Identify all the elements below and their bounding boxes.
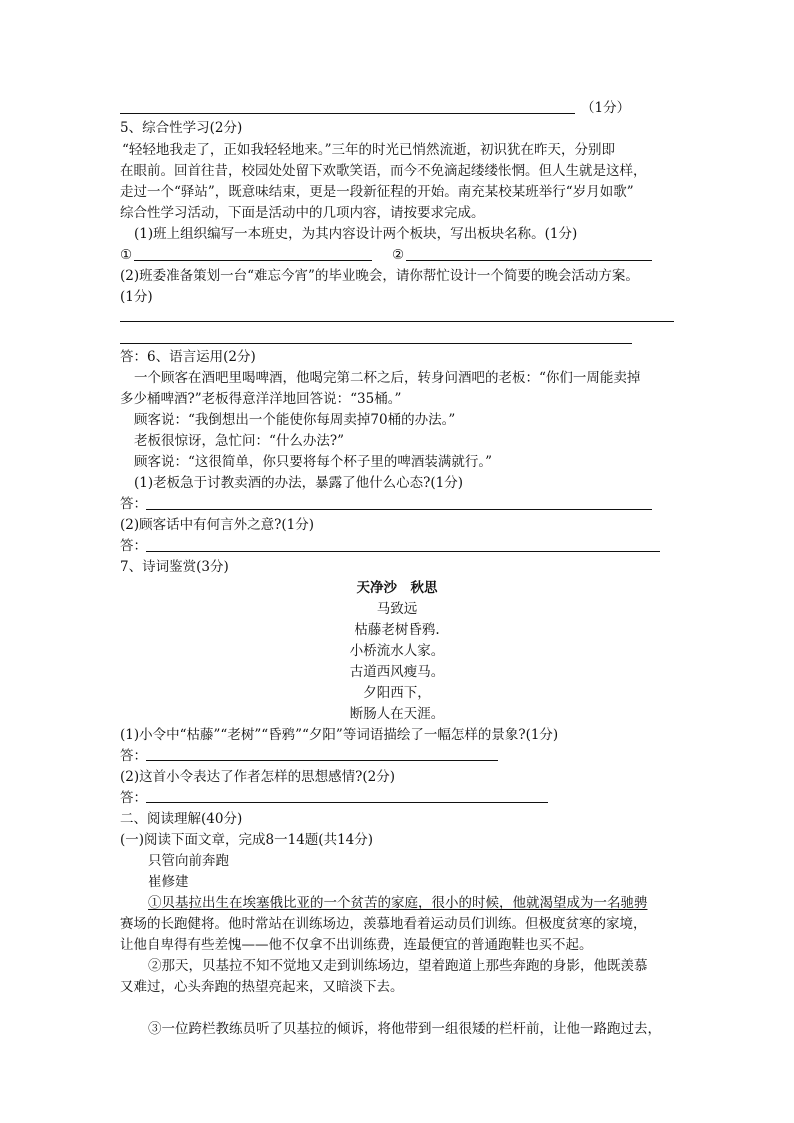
q6-sub2: (2)顾客话中有何言外之意?(1分) (120, 517, 314, 533)
answer-line[interactable] (146, 802, 548, 803)
q5-para-line: 综合性学习活动，下面是活动中的几项内容，请按要求完成。 (120, 205, 485, 221)
answer-line[interactable] (146, 509, 652, 510)
q5-para-line: “轻轻地我走了，正如我轻轻地来。”三年的时光已悄然流逝，初识犹在昨天，分别即 (122, 142, 616, 158)
q6-sub1: (1)老板急于讨教卖酒的办法，暴露了他什么心态?(1分) (134, 475, 463, 491)
article-line: 赛场的长跑健将。他时常站在训练场边，羡慕地看着运动员们训练。但极度贫寒的家境， (120, 916, 647, 932)
q6-line: 顾客说：“我倒想出一个能使你每周卖掉70桶的办法。” (134, 412, 456, 428)
poem-author: 马致远 (376, 601, 418, 617)
answer-label: 答： (120, 496, 147, 512)
q7-heading: 7、诗词鉴赏(3分) (120, 559, 229, 575)
answer-label: 答： (120, 790, 147, 806)
q5-sub2-score: (1分) (120, 289, 153, 305)
article-author: 崔修建 (148, 874, 189, 890)
answer-line[interactable] (120, 343, 632, 344)
q6-heading: 答：6、语言运用(2分) (120, 349, 256, 365)
answer-line[interactable] (146, 551, 660, 552)
poem-line: 小桥流水人家。 (349, 643, 445, 659)
answer-line[interactable] (134, 260, 372, 261)
q6-line: 顾客说：“这很简单，你只要将每个杯子里的啤酒装满就行。” (134, 454, 493, 470)
article-line: 让他自卑得有些差愧——他不仅拿不出训练费，连最便宜的普通跑鞋也买不起。 (120, 937, 593, 953)
q5-mark1: ① (120, 247, 133, 263)
q5-para-line: 走过一个“驿站”，既意味结束，更是一段新征程的开始。南充某校某班举行“岁月如歌” (120, 184, 634, 200)
q5-sub1: (1)班上组织编写一本班史，为其内容设计两个板块，写出板块名称。(1分) (134, 226, 578, 242)
q7-sub1: (1)小令中“枯藤”“老树”“昏鸦”“夕阳”等词语描绘了一幅怎样的景象?(1分) (120, 727, 559, 743)
article-line: 又难过，心头奔跑的热望亮起来，又暗淡下去。 (120, 979, 404, 995)
q7-sub2: (2)这首小令表达了作者怎样的思想感情?(2分) (120, 769, 395, 785)
poem-title (0, 578, 794, 598)
answer-label: 答： (120, 748, 147, 764)
q6-para-line: 多少桶啤酒?”老板得意洋洋地回答说：“35桶。” (120, 391, 402, 407)
section-heading: (一)阅读下面文章，完成8一14题(共14分) (120, 832, 374, 848)
article-line: ②那天，贝基拉不知不觉地又走到训练场边，望着跑道上那些奔跑的身影，他既羡慕 (148, 958, 648, 974)
q6-para-line: 一个顾客在酒吧里喝啤酒，他喝完第二杯之后，转身问酒吧的老板：“你们一周能卖掉 (134, 370, 641, 386)
q5-sub2: (2)班委准备策划一台“难忘今宵”的毕业晚会，请你帮忙设计一个简要的晚会活动方案。 (120, 268, 639, 284)
poem-title-text: 天净沙 秋思 (356, 580, 438, 596)
article-title: 只管向前奔跑 (148, 853, 229, 869)
answer-line[interactable] (406, 260, 652, 261)
answer-label: 答： (120, 538, 147, 554)
q5-heading: 5、综合性学习(2分) (120, 120, 243, 136)
poem-line: 断肠人在天涯。 (349, 706, 445, 722)
article-line: ③一位跨栏教练员听了贝基拉的倾诉，将他带到一组很矮的栏杆前，让他一路跑过去， (148, 1021, 661, 1037)
q5-para-line: 在眼前。回首往昔，校园处处留下欢歌笑语，而今不免滴起缕缕怅惘。但人生就是这样， (120, 163, 647, 179)
q5-mark2: ② (392, 247, 405, 263)
q6-line: 老板很惊讶，急忙问：“什么办法?” (134, 433, 345, 449)
answer-line[interactable] (120, 321, 674, 322)
poem-line: 夕阳西下， (363, 685, 431, 701)
poem-line: 古道西风瘦马。 (349, 664, 445, 680)
part2-heading: 二、阅读理解(40分) (120, 811, 243, 827)
answer-line[interactable] (120, 113, 575, 114)
article-paragraph-underlined: ①贝基拉出生在埃塞俄比亚的一个贫苦的家庭，很小的时候，他就渴望成为一名驰骋 (148, 895, 648, 911)
score-label: （1分） (581, 100, 631, 116)
poem-line: 枯藤老树昏鸦. (354, 622, 440, 638)
answer-line[interactable] (146, 760, 498, 761)
